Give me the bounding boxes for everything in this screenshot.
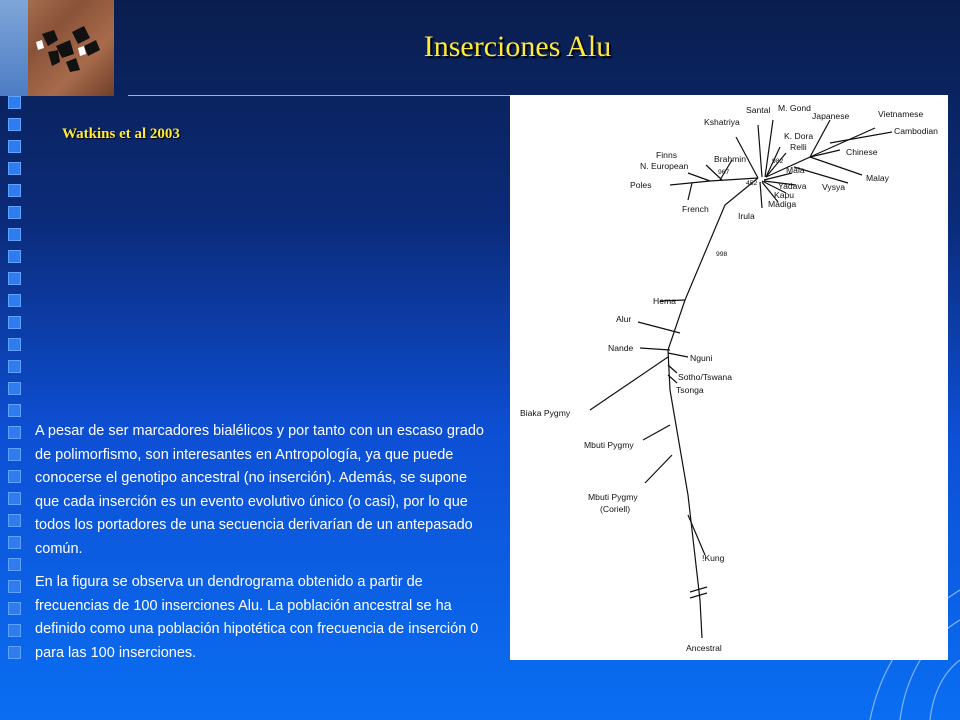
leaf-relli: Relli xyxy=(790,142,807,152)
leaf-ancestral: Ancestral xyxy=(686,643,722,653)
bootstrap-982: 982 xyxy=(772,158,784,165)
leaf-madiga: Madiga xyxy=(768,199,797,209)
leaf-irula: Irula xyxy=(738,211,755,221)
leaf-m-gond: M. Gond xyxy=(778,103,811,113)
left-decoration xyxy=(8,96,24,668)
leaf-mala: Mala xyxy=(786,165,805,175)
paragraph-1: A pesar de ser marcadores bialélicos y por tanto con un escaso grado de polimorfismo, son interesantes en Antropología, ya que puede conocerse el genotipo ancestral (no inserción). Además, se supone que cada inserción es un evento evolutivo único (o casi), por lo que todos los portadores de una secuencia derivarían de un antepasado común. xyxy=(35,423,484,557)
leaf-japanese: Japanese xyxy=(812,111,850,121)
leaf-kapu: Kapu xyxy=(774,190,795,200)
leaf-n-european: N. European xyxy=(640,161,689,171)
leaf-hema: Hema xyxy=(653,296,676,306)
leaf-vysya: Vysya xyxy=(822,182,846,192)
leaf-vietnamese: Vietnamese xyxy=(878,109,924,119)
citation: Watkins et al 2003 xyxy=(62,126,180,142)
leaf-nande: Nande xyxy=(608,343,634,353)
slide-title: Inserciones Alu xyxy=(423,30,612,63)
body-text xyxy=(35,420,495,675)
leaf-k-dora: K. Dora xyxy=(784,131,814,141)
leaf-french: French xyxy=(682,204,709,214)
bootstrap-998: 998 xyxy=(716,251,728,258)
leaf-poles: Poles xyxy=(630,180,652,190)
dendrogram-figure xyxy=(510,95,948,660)
leaf-alur: Alur xyxy=(616,314,632,324)
leaf-finns: Finns xyxy=(656,150,678,160)
leaf-sotho-tswana: Sotho/Tswana xyxy=(678,372,732,382)
leaf-mbuti-pygmy-coriell: Mbuti Pygmy xyxy=(588,492,638,502)
leaf-nguni: Nguni xyxy=(690,353,713,363)
leaf-mbuti-pygmy: Mbuti Pygmy xyxy=(584,440,634,450)
bootstrap-967: 967 xyxy=(718,169,730,176)
leaf-malay: Malay xyxy=(866,173,889,183)
leaf-tsonga: Tsonga xyxy=(676,385,704,395)
leaf-coriell: (Coriell) xyxy=(600,504,631,514)
leaf-yadava: Yadava xyxy=(778,181,807,191)
paragraph-2: En la figura se observa un dendrograma obtenido a partir de frecuencias de 100 inserciones Alu. La población ancestral se ha definido como una población hipotética con frecuencia de inserción 0 para las 100 inserciones. xyxy=(35,574,479,661)
leaf-chinese: Chinese xyxy=(846,147,878,157)
leaf-biaka-pygmy: Biaka Pygmy xyxy=(520,408,571,418)
leaf-santal: Santal xyxy=(746,105,771,115)
leaf-cambodian: Cambodian xyxy=(894,126,938,136)
dendrogram-svg xyxy=(510,95,948,660)
leaf-kung: !Kung xyxy=(702,553,725,563)
title-divider xyxy=(128,95,510,96)
bootstrap-452: 452 xyxy=(746,180,758,187)
leaf-kshatriya: Kshatriya xyxy=(704,117,740,127)
leaf-brahmin: Brahmin xyxy=(714,154,746,164)
